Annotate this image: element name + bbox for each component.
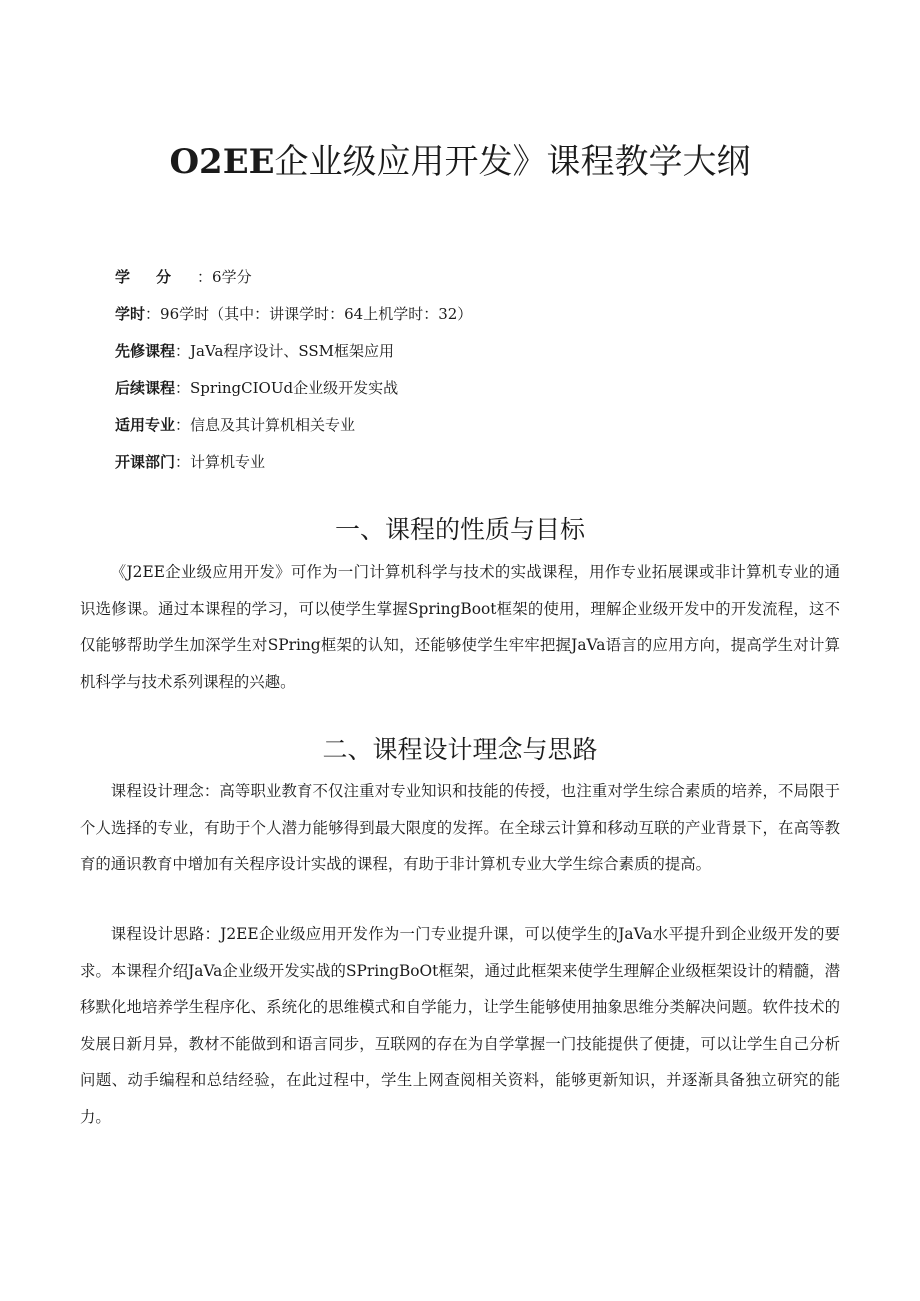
course-info-separator: ： — [175, 416, 191, 434]
course-info-hours — [115, 299, 815, 336]
course-info-label: 先修课程 — [115, 342, 176, 360]
section-heading-nature-goals: 一、课程的性质与目标 — [334, 515, 585, 544]
course-info-list — [115, 262, 815, 484]
document-title-latin: O2EE — [169, 142, 275, 182]
course-info-value: 6学分 — [212, 268, 252, 286]
section-paragraph: 课程设计理念：高等职业教育不仅注重对专业知识和技能的传授，也注重对学生综合素质的培养，不局限于个人选择的专业，有助于个人潜力能够得到最大限度的发挥。在全球云计算和移动互联的产业背景下，在高等教育的通识教育中增加有关程序设计实战的课程，有助于非计算机专业大学生综合素质的提高。 — [80, 782, 840, 873]
course-info-value: SpringCIOUd企业级开发实战 — [190, 379, 399, 397]
section-paragraph: 《J2EE企业级应用开发》可作为一门计算机科学与技术的实战课程，用作专业拓展课或非计算机专业的通识选修课。通过本课程的学习，可以使学生掌握SpringBoot框架的使用，理解企业级开发中的开发流程，这不仅能够帮助学生加深学生对SPring框架的认知，还能够使学生牢牢把握JaVa语言的应用方向，提高学生对计算机科学与技术系列课程的兴趣。 — [80, 563, 840, 691]
course-info-value: 96学时（其中：讲课学时：64上机学时：32） — [160, 305, 473, 323]
course-info-prerequisites — [115, 336, 815, 373]
document-title — [0, 138, 920, 186]
course-info-label: 适用专业 — [115, 416, 176, 434]
course-info-label: 学时 — [115, 305, 146, 323]
course-info-value: JaVa程序设计、SSM框架应用 — [190, 342, 395, 360]
course-info-value: 计算机专业 — [190, 453, 266, 471]
course-info-label: 后续课程 — [115, 379, 176, 397]
course-info-credits — [115, 262, 815, 299]
course-info-value: 信息及其计算机相关专业 — [190, 416, 356, 434]
course-info-department — [115, 447, 815, 484]
course-info-majors — [115, 410, 815, 447]
course-info-separator: ： — [175, 342, 191, 360]
section-paragraph: 课程设计思路：J2EE企业级应用开发作为一门专业提升课，可以使学生的JaVa水平提升到企业级开发的要求。本课程介绍JaVa企业级开发实战的SPringBoOt框架，通过此框架来使学生理解企业级框架设计的精髓，潜移默化地培养学生程序化、系统化的思维模式和自学能力，让学生能够使用抽象思维分类解决问题。软件技术的发展日新月异，教材不能做到和语言同步，互联网的存在为自学掌握一门技能提供了便捷，可以让学生自己分析问题、动手编程和总结经验，在此过程中，学生上网查阅相关资料，能够更新知识，并逐渐具备独立研究的能力。 — [80, 925, 840, 1126]
course-info-label: 开课部门 — [115, 453, 176, 471]
course-info-separator: ： — [145, 305, 161, 323]
course-info-separator: ： — [197, 268, 213, 286]
document-title-text: 企业级应用开发》课程教学大纲 — [274, 142, 751, 182]
course-info-follow-up — [115, 373, 815, 410]
course-info-label: 学分 — [115, 268, 198, 286]
course-info-separator: ： — [175, 453, 191, 471]
course-info-separator: ： — [175, 379, 191, 397]
section-heading-design-concept: 二、课程设计理念与思路 — [322, 735, 598, 764]
